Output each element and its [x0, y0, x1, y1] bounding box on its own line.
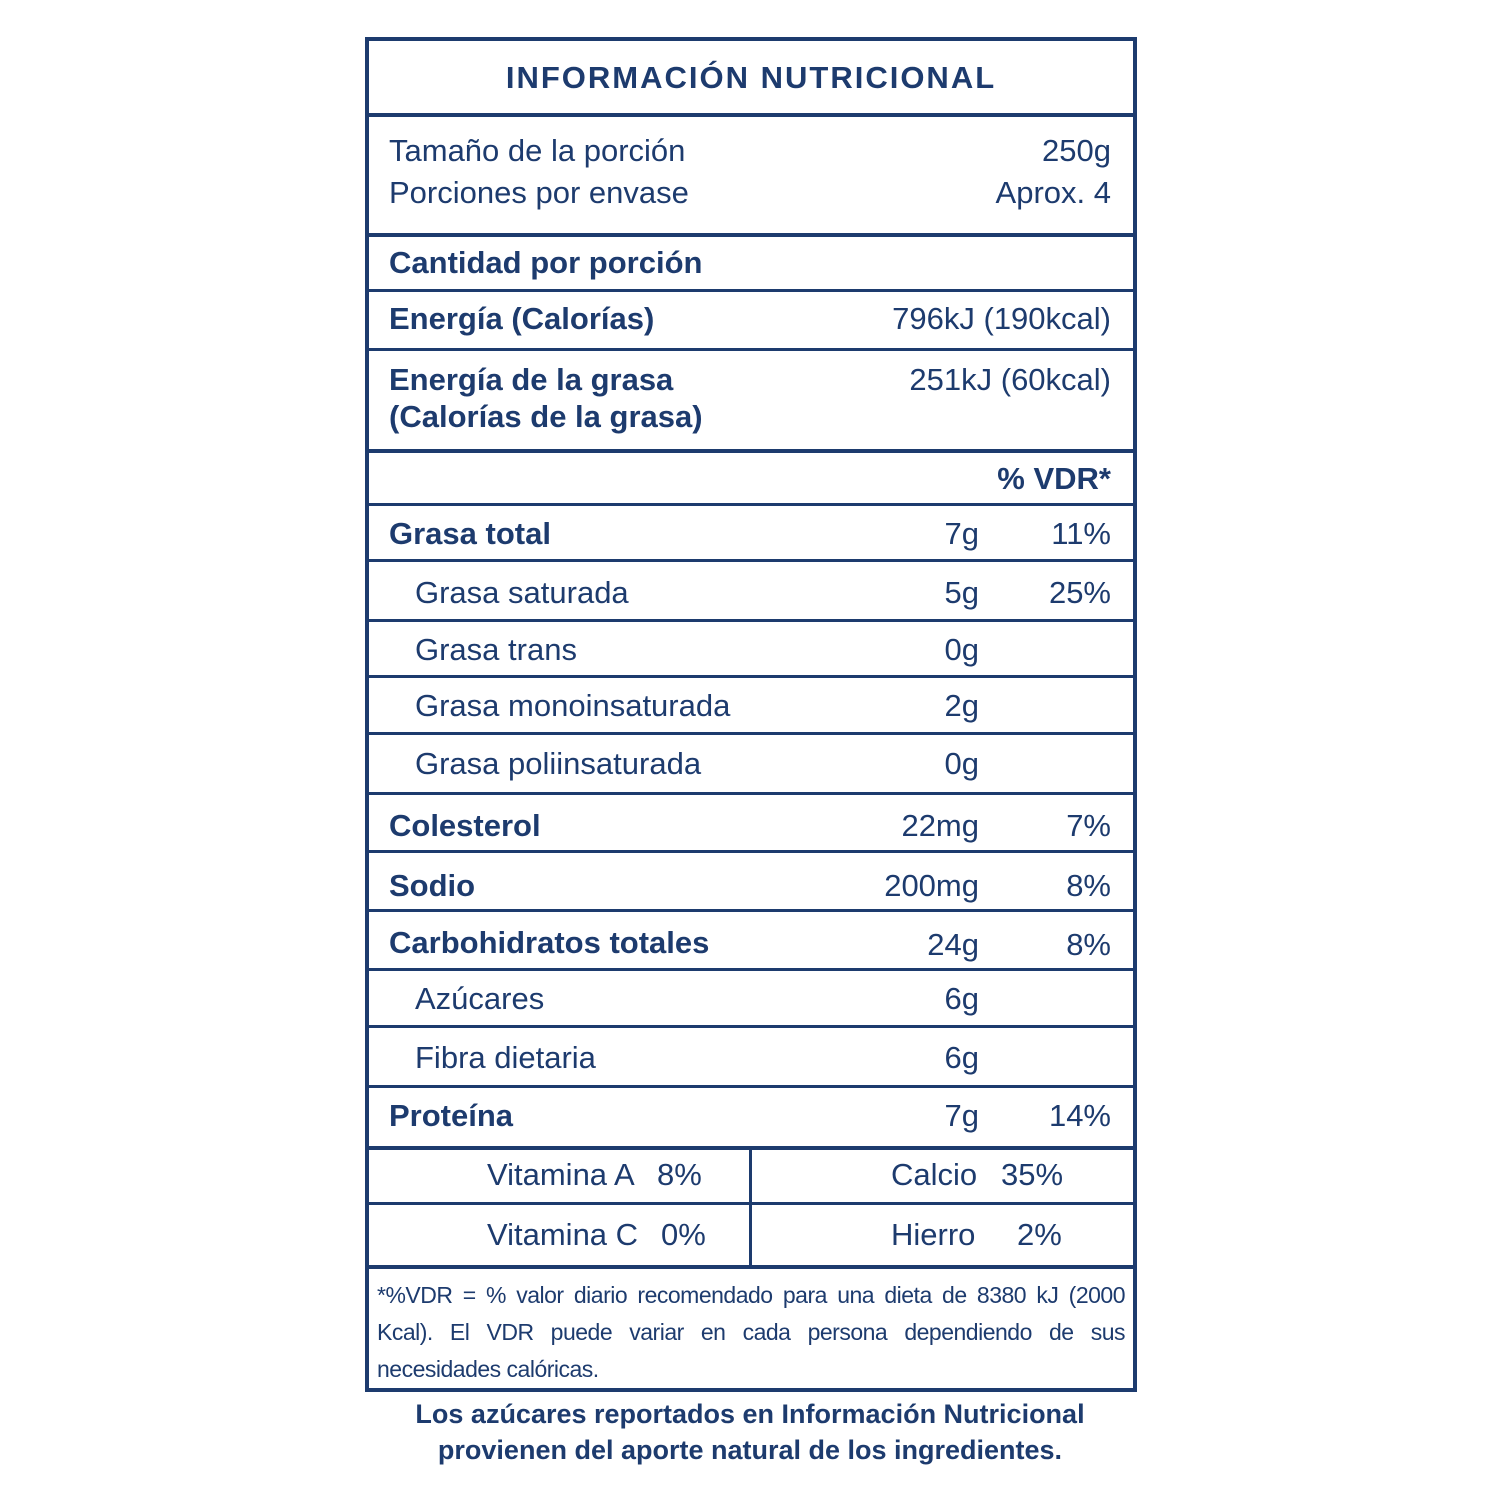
nutrient-amount-trans-fat: 0g: [944, 632, 979, 667]
divider: [369, 348, 1133, 351]
nutrient-label-total-fat: Grasa total: [389, 516, 551, 551]
divider: [369, 968, 1133, 971]
nutrient-amount-mono-fat: 2g: [944, 688, 979, 723]
iron-value: 2%: [1017, 1217, 1062, 1252]
nutrient-label-trans-fat: Grasa trans: [415, 632, 577, 667]
sugar-disclaimer-line-2: provienen del aporte natural de los ingredientes.: [437, 1435, 1063, 1465]
iron-label: Hierro: [891, 1217, 976, 1252]
sugar-disclaimer: [300, 1396, 1200, 1468]
divider: [369, 503, 1133, 506]
nutrient-vdr-protein: 14%: [1048, 1098, 1111, 1133]
nutrient-label-saturated-fat: Grasa saturada: [415, 575, 629, 610]
vitamin-a-label: Vitamina A: [487, 1157, 635, 1192]
nutrient-amount-saturated-fat: 5g: [944, 575, 979, 610]
nutrient-amount-protein: 7g: [944, 1098, 979, 1133]
nutrient-amount-poly-fat: 0g: [944, 746, 979, 781]
divider: [369, 1265, 1133, 1269]
energy-fat-label-1: Energía de la grasa: [389, 362, 674, 397]
divider: [369, 850, 1133, 853]
nutrient-vdr-sodium: 8%: [1066, 868, 1111, 903]
nutrition-label: [365, 37, 1137, 1392]
vitamin-c-value: 0%: [661, 1217, 706, 1252]
servings-per-container-label: Porciones por envase: [389, 175, 689, 210]
nutrient-vdr-carbohydrates: 8%: [1066, 927, 1111, 962]
divider: [369, 675, 1133, 678]
nutrient-label-cholesterol: Colesterol: [389, 808, 541, 843]
nutrient-label-sodium: Sodio: [389, 868, 476, 903]
divider: [369, 289, 1133, 292]
divider: [369, 619, 1133, 622]
nutrient-label-poly-fat: Grasa poliinsaturada: [415, 746, 702, 781]
calcium-value: 35%: [1001, 1157, 1064, 1192]
divider: [369, 559, 1133, 562]
amount-per-serving-header: Cantidad por porción: [389, 245, 703, 280]
nutrient-amount-total-fat: 7g: [944, 516, 979, 551]
divider: [369, 1025, 1133, 1028]
divider: [369, 1202, 1133, 1205]
divider: [369, 1085, 1133, 1088]
sugar-disclaimer-line-1: Los azúcares reportados en Información Nutricional: [415, 1399, 1085, 1429]
nutrient-label-fiber: Fibra dietaria: [415, 1040, 596, 1075]
nutrient-amount-carbohydrates: 24g: [927, 927, 979, 962]
calcium-label: Calcio: [891, 1157, 978, 1192]
nutrient-label-mono-fat: Grasa monoinsaturada: [415, 688, 731, 723]
divider: [369, 113, 1133, 117]
vitamin-c-label: Vitamina C: [487, 1217, 639, 1252]
nutrient-label-carbohydrates: Carbohidratos totales: [389, 925, 710, 960]
nutrient-vdr-total-fat: 11%: [1051, 516, 1111, 551]
energy-fat-value: 251kJ (60kcal): [909, 362, 1111, 397]
energy-fat-label-2: (Calorías de la grasa): [389, 399, 703, 434]
nutrient-amount-cholesterol: 22mg: [901, 808, 979, 843]
vdr-footnote: *%VDR = % valor diario recomendado para una dieta de 8380 kJ (2000 Kcal). El VDR puede variar en cada persona dependiendo de sus necesidades calóricas.: [377, 1282, 1125, 1382]
nutrient-amount-sodium: 200mg: [884, 868, 979, 903]
vitamin-column-divider: [749, 1149, 752, 1266]
serving-size-value: 250g: [1042, 133, 1111, 168]
nutrient-label-sugars: Azúcares: [415, 981, 545, 1016]
divider: [369, 233, 1133, 237]
energy-value: 796kJ (190kcal): [892, 301, 1111, 336]
servings-per-container-value: Aprox. 4: [995, 175, 1111, 210]
serving-size-label: Tamaño de la porción: [389, 133, 686, 168]
nutrient-amount-fiber: 6g: [944, 1040, 979, 1075]
divider: [369, 792, 1133, 795]
nutrient-label-protein: Proteína: [389, 1098, 514, 1133]
divider: [369, 909, 1133, 912]
divider: [369, 449, 1133, 453]
nutrient-vdr-saturated-fat: 25%: [1048, 575, 1111, 610]
vitamin-a-value: 8%: [657, 1157, 702, 1192]
nutrient-vdr-cholesterol: 7%: [1066, 808, 1111, 843]
label-title: INFORMACIÓN NUTRICIONAL: [505, 60, 997, 95]
vdr-header: % VDR*: [997, 461, 1111, 496]
energy-label: Energía (Calorías): [389, 301, 655, 336]
nutrient-amount-sugars: 6g: [944, 981, 979, 1016]
divider: [369, 732, 1133, 735]
